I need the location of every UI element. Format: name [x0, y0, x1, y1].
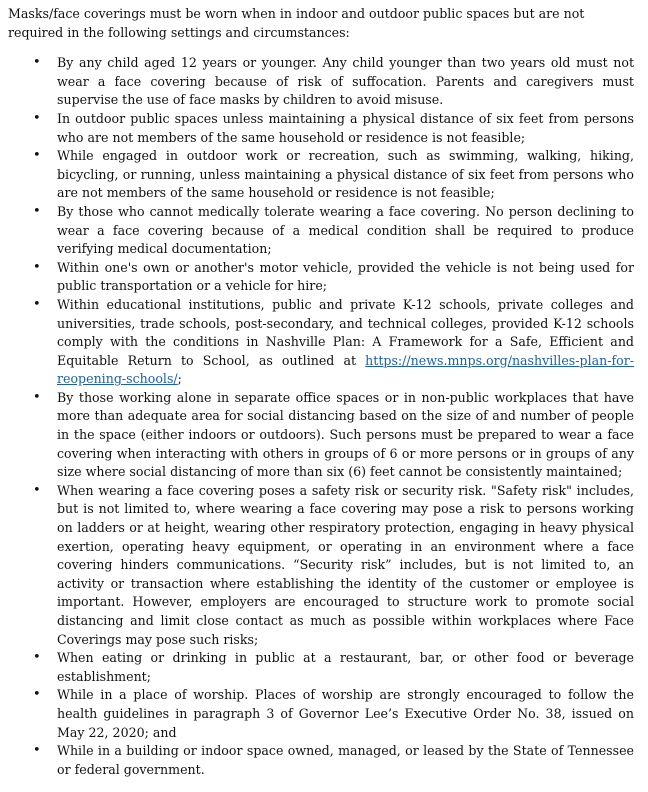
list-item	[8, 110, 634, 147]
list-item-text: When eating or drinking in public at a restaurant, bar, or other food or beverage establishment;	[57, 650, 634, 684]
list-item	[8, 742, 634, 779]
list-item-text: By those who cannot medically tolerate wearing a face covering. No person declining to wear a face covering because of a medical condition shall be required to produce verifying medical documentation;	[57, 203, 634, 257]
list-item	[8, 203, 634, 259]
list-item-text: When wearing a face covering poses a safety risk or security risk. "Safety risk" includes, but is not limited to, where wearing a face covering may pose a risk to persons working on ladders or at height, wearing other respiratory protection, engaging in heavy physical exertion, operating heavy equipment, or operating in an environment where a face covering hinders communications. “Security risk” includes, but is not limited to, an activity or transaction where establishing the identity of the customer or employee is important. However, employers are encouraged to structure work to promote social distancing and limit close contact as much as possible within workplaces where Face Coverings may pose such risks;	[57, 482, 634, 647]
bullet-icon: •	[33, 296, 41, 312]
list-item	[8, 482, 634, 649]
document-page	[8, 5, 634, 779]
intro-paragraph: Masks/face coverings must be worn when in indoor and outdoor public spaces but are not required in the following settings and circumstances:	[8, 6, 585, 40]
bullet-icon: •	[33, 650, 41, 666]
bullet-icon: •	[33, 55, 41, 71]
list-item-text: While engaged in outdoor work or recreation, such as swimming, walking, hiking, bicycling, or running, unless maintaining a physical distance of six feet from persons who are not members of the same household or residence is not feasible;	[57, 148, 634, 201]
list-item	[8, 389, 634, 482]
bullet-icon: •	[33, 110, 41, 126]
exemptions-list	[8, 54, 634, 779]
list-item-text: By any child aged 12 years or younger. Any child younger than two years old must not wear a face covering because of risk of suffocation. Parents and caregivers must supervise the use of face masks by children to avoid misuse.	[57, 55, 634, 108]
bullet-icon: •	[33, 389, 41, 405]
bullet-icon: •	[33, 482, 41, 498]
list-item-text: While in a place of worship. Places of worship are strongly encouraged to follow the health guidelines in paragraph 3 of Governor Lee’s Executive Order No. 38, issued on May 22, 2020; and	[57, 687, 634, 740]
list-item	[8, 296, 634, 389]
list-item	[8, 54, 634, 110]
list-item-text: Within one's own or another's motor vehicle, provided the vehicle is not being used for public transportation or a vehicle for hire;	[57, 259, 634, 294]
bullet-icon: •	[33, 148, 41, 164]
list-item-text: In outdoor public spaces unless maintaining a physical distance of six feet from persons who are not members of the same household or residence is not feasible;	[57, 110, 634, 145]
list-item	[8, 649, 634, 686]
list-item	[8, 259, 634, 296]
reopening-schools-link[interactable]: https://news.mnps.org/nashvilles-plan-for-reopening-schools/	[57, 352, 634, 387]
bullet-icon: •	[33, 259, 41, 275]
bullet-icon: •	[33, 203, 41, 219]
list-item	[8, 147, 634, 203]
list-item-text: By those working alone in separate office spaces or in non-public workplaces that have more than adequate area for social distancing based on the size of and number of people in the space (either indoors or outdoors). Such persons must be prepared to wear a face covering when interacting with others in groups of 6 or more persons or in groups of any size where social distancing of more than six (6) feet cannot be consistently maintained;	[57, 389, 634, 480]
list-item-suffix: ;	[177, 371, 182, 387]
bullet-icon: •	[33, 687, 41, 703]
list-item-text: Within educational institutions, public and private K-12 schools, private colleges and universities, trade schools, post-secondary, and technical colleges, provided K-12 schools comply with the conditions in Nashville Plan: A Framework for a Safe, Efficient and Equitable Return to School, as outlined at	[57, 296, 634, 368]
bullet-icon: •	[33, 743, 41, 759]
list-item	[8, 686, 634, 742]
list-item-text: While in a building or indoor space owned, managed, or leased by the State of Tennessee or federal government.	[57, 743, 634, 777]
